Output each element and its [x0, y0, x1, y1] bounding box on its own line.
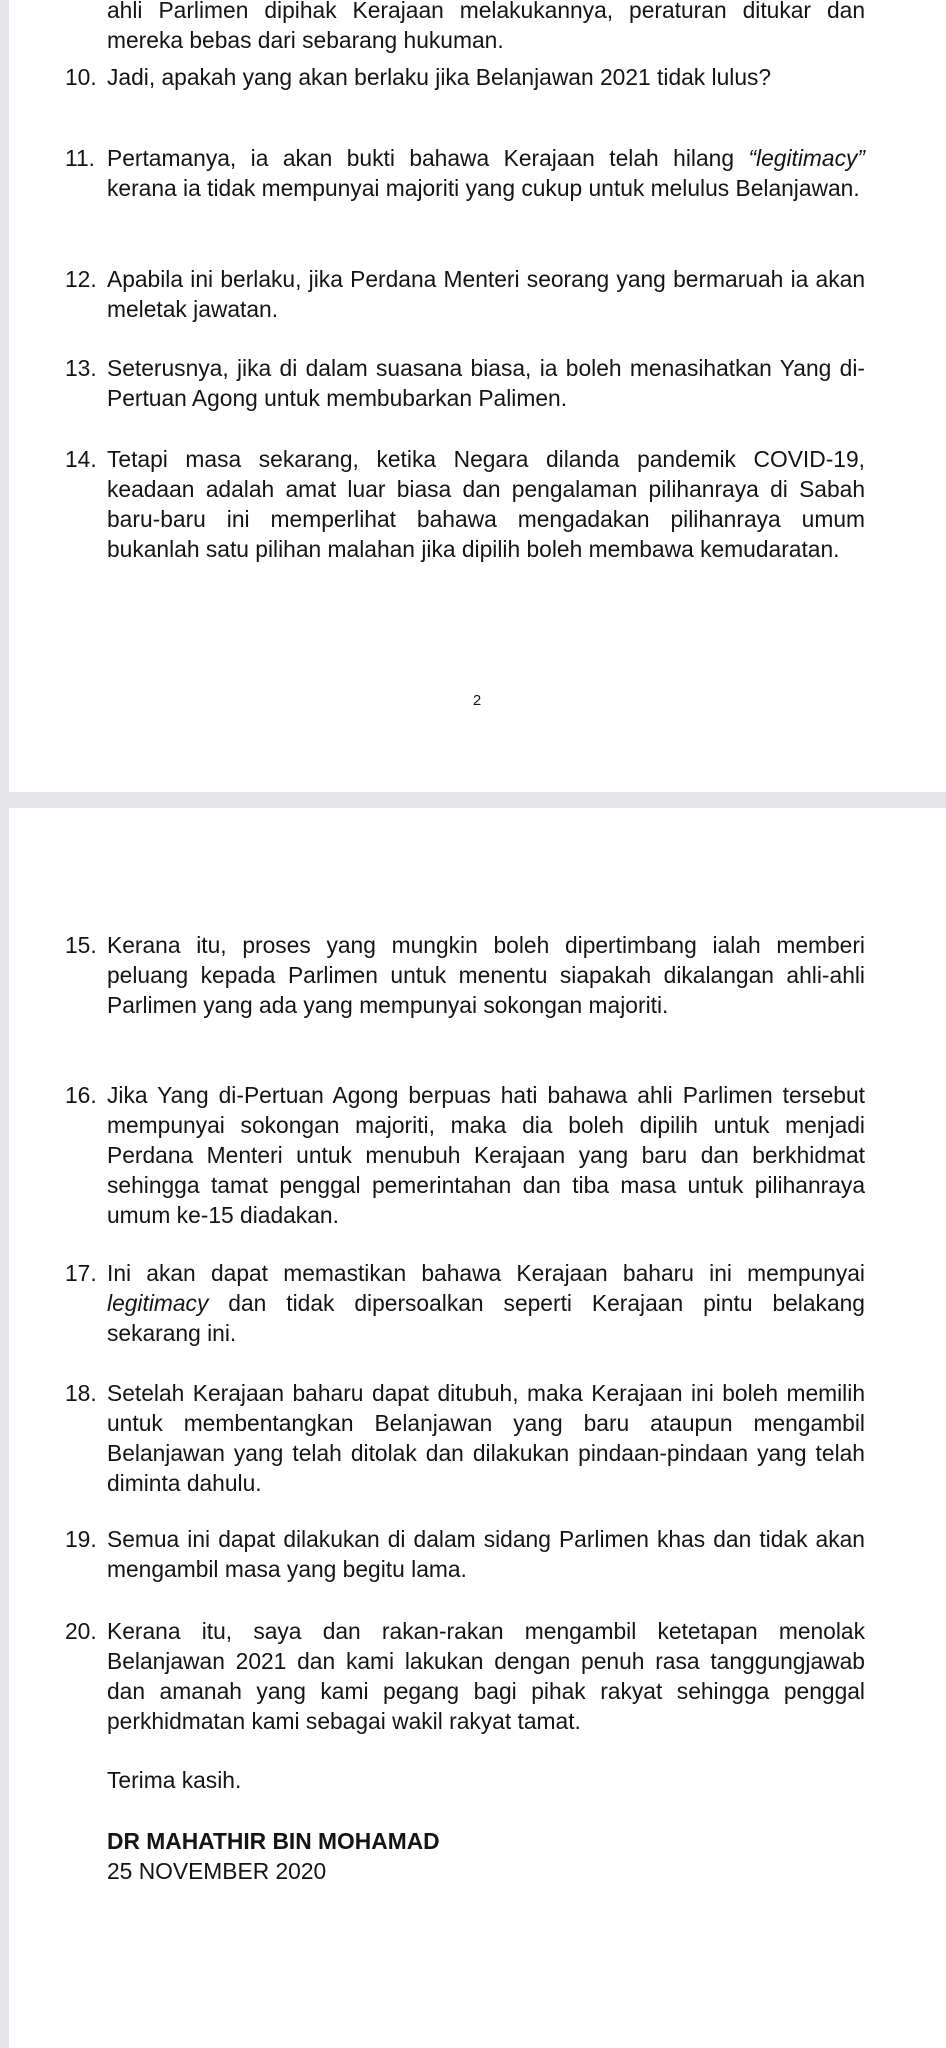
- signatory-name: DR MAHATHIR BIN MOHAMAD: [107, 1828, 440, 1854]
- paragraph-text: Ini akan dapat memastikan bahawa Kerajaan baharu ini mempunyai legitimacy dan tidak dipersoalkan seperti Kerajaan pintu belakang sekarang ini.: [107, 1260, 865, 1346]
- paragraph-number: 11.: [65, 145, 95, 171]
- paragraph-16: [65, 1080, 865, 1230]
- document-page-3: [9, 808, 946, 2048]
- paragraph-continuation: ahli Parlimen dipihak Kerajaan melakukannya, peraturan ditukar dan mereka bebas dari sebarang hukuman.: [107, 0, 865, 53]
- signature-date: 25 NOVEMBER 2020: [107, 1858, 327, 1884]
- paragraph-text: Jika Yang di-Pertuan Agong berpuas hati bahawa ahli Parlimen tersebut mempunyai sokongan majoriti, maka dia boleh dipilih untuk menjadi Perdana Menteri untuk menubuh Kerajaan yang baru dan berkhidmat sehingga tamat penggal pemerintahan dan tiba masa untuk pilihanraya umum ke-15 diadakan.: [107, 1082, 865, 1228]
- paragraph-text: Tetapi masa sekarang, ketika Negara dilanda pandemik COVID-19, keadaan adalah amat luar biasa dan pengalaman pilihanraya di Sabah baru-baru ini memperlihat bahawa mengadakan pilihanraya umum bukanlah satu pilihan malahan jika dipilih boleh membawa kemudaratan.: [107, 446, 865, 562]
- page-number: 2: [472, 692, 483, 709]
- paragraph-13: [65, 353, 865, 413]
- paragraph-text: Kerana itu, saya dan rakan-rakan mengambil ketetapan menolak Belanjawan 2021 dan kami lakukan dengan penuh rasa tanggungjawab dan amanah yang kami pegang bagi pihak rakyat sehingga penggal perkhidmatan kami sebagai wakil rakyat tamat.: [107, 1618, 865, 1734]
- italic-term: legitimacy: [107, 1290, 209, 1316]
- paragraph-number: 20.: [65, 1618, 97, 1644]
- paragraph-text: Kerana itu, proses yang mungkin boleh dipertimbang ialah memberi peluang kepada Parlimen untuk menentu siapakah dikalangan ahli-ahli Parlimen yang ada yang mempunyai sokongan majoriti.: [107, 932, 865, 1018]
- paragraph-text: Jadi, apakah yang akan berlaku jika Belanjawan 2021 tidak lulus?: [107, 64, 772, 90]
- closing-thanks: Terima kasih.: [107, 1767, 242, 1793]
- paragraph-11: [65, 143, 865, 203]
- paragraph-15: [65, 930, 865, 1020]
- paragraph-number: 10.: [65, 64, 97, 90]
- paragraph-17: [65, 1258, 865, 1348]
- paragraph-text: Apabila ini berlaku, jika Perdana Menteri seorang yang bermaruah ia akan meletak jawatan.: [107, 266, 865, 322]
- paragraph-text: Setelah Kerajaan baharu dapat ditubuh, maka Kerajaan ini boleh memilih untuk membentangkan Belanjawan yang baru ataupun mengambil Belanjawan yang telah ditolak dan dilakukan pindaan-pindaan yang telah diminta dahulu.: [107, 1380, 865, 1496]
- paragraph-18: [65, 1378, 865, 1498]
- paragraph-number: 14.: [65, 446, 97, 472]
- document-page-2: [9, 0, 946, 792]
- paragraph-10: [65, 62, 865, 92]
- paragraph-number: 17.: [65, 1260, 97, 1286]
- paragraph-text: Semua ini dapat dilakukan di dalam sidang Parlimen khas dan tidak akan mengambil masa yang begitu lama.: [107, 1526, 865, 1582]
- paragraph-number: 19.: [65, 1526, 97, 1552]
- italic-term: “legitimacy”: [748, 145, 865, 171]
- paragraph-text: Seterusnya, jika di dalam suasana biasa, ia boleh menasihatkan Yang di-Pertuan Agong untuk membubarkan Palimen.: [107, 355, 865, 411]
- paragraph-number: 16.: [65, 1082, 97, 1108]
- paragraph-number: 18.: [65, 1380, 97, 1406]
- paragraph-text: Pertamanya, ia akan bukti bahawa Kerajaan telah hilang “legitimacy” kerana ia tidak mempunyai majoriti yang cukup untuk melulus Belanjawan.: [107, 145, 865, 201]
- paragraph-20: [65, 1616, 865, 1736]
- paragraph-number: 15.: [65, 932, 97, 958]
- paragraph-number: 12.: [65, 266, 97, 292]
- paragraph-number: 13.: [65, 355, 97, 381]
- paragraph-14: [65, 444, 865, 564]
- paragraph-19: [65, 1524, 865, 1584]
- paragraph-12: [65, 264, 865, 324]
